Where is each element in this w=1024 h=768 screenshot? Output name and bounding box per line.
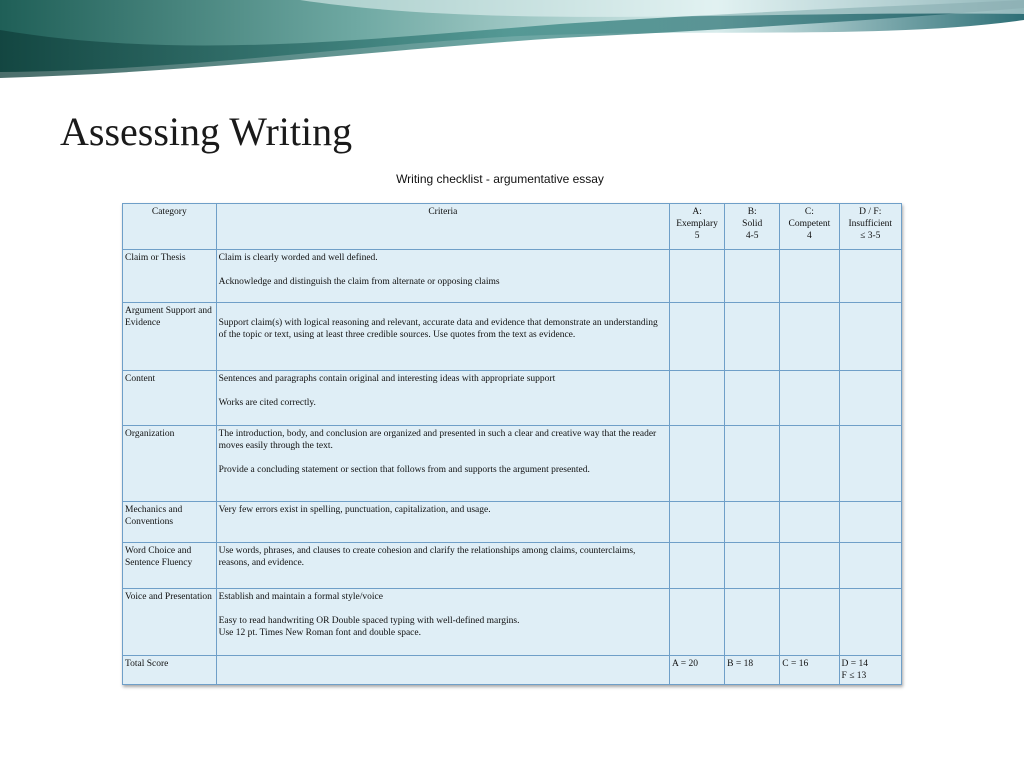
score-cell-c xyxy=(780,250,839,303)
header-b-points: 4-5 xyxy=(745,231,759,241)
total-d-value: D = 14 xyxy=(841,659,869,669)
score-cell-c xyxy=(780,502,839,543)
score-cell-b xyxy=(725,502,780,543)
score-cell-b xyxy=(725,589,780,656)
header-criteria: Criteria xyxy=(216,204,669,250)
criteria-text: Works are cited correctly. xyxy=(218,398,316,408)
decorative-wave-banner xyxy=(0,0,1024,80)
row-criteria xyxy=(216,502,669,543)
header-a-points: 5 xyxy=(694,231,700,241)
total-score-row xyxy=(123,656,902,685)
header-b-label: Solid xyxy=(742,219,763,229)
score-cell-c xyxy=(780,426,839,502)
table-row xyxy=(123,426,902,502)
score-cell-a xyxy=(670,303,725,371)
row-criteria xyxy=(216,543,669,589)
score-cell-a xyxy=(670,250,725,303)
table-row xyxy=(123,502,902,543)
table-caption xyxy=(0,172,1000,186)
row-category: Word Choice and Sentence Fluency xyxy=(123,543,217,589)
header-c-label: Competent xyxy=(788,219,831,229)
header-c-points: 4 xyxy=(807,231,812,241)
criteria-text: Acknowledge and distinguish the claim from alternate or opposing claims xyxy=(218,277,500,287)
rubric-table xyxy=(122,203,902,685)
table-row xyxy=(123,303,902,371)
header-c xyxy=(780,204,839,250)
table-row xyxy=(123,371,902,426)
header-d-points: ≤ 3-5 xyxy=(860,231,881,241)
row-category: Content xyxy=(123,371,217,426)
score-cell-d xyxy=(839,502,901,543)
header-a-grade: A: xyxy=(692,207,702,217)
row-criteria xyxy=(216,371,669,426)
score-cell-b xyxy=(725,426,780,502)
criteria-text: Very few errors exist in spelling, punctuation, capitalization, and usage. xyxy=(218,505,491,515)
score-cell-a xyxy=(670,502,725,543)
table-row xyxy=(123,589,902,656)
header-a-label: Exemplary xyxy=(676,219,718,229)
criteria-text: Easy to read handwriting OR Double spaced typing with well-defined margins. xyxy=(218,616,520,626)
score-cell-a xyxy=(670,371,725,426)
score-cell-b xyxy=(725,250,780,303)
row-criteria xyxy=(216,303,669,371)
score-cell-a xyxy=(670,543,725,589)
row-category: Mechanics and Conventions xyxy=(123,502,217,543)
score-cell-a xyxy=(670,589,725,656)
score-cell-b xyxy=(725,303,780,371)
criteria-text: Use words, phrases, and clauses to create cohesion and clarify the relationships among claims, counterclaims, reasons, and evidence. xyxy=(218,546,636,568)
row-category: Voice and Presentation xyxy=(123,589,217,656)
total-b: B = 18 xyxy=(725,656,780,685)
header-a xyxy=(670,204,725,250)
score-cell-b xyxy=(725,543,780,589)
criteria-text: Sentences and paragraphs contain original and interesting ideas with appropriate support xyxy=(218,374,556,384)
criteria-text: Support claim(s) with logical reasoning and relevant, accurate data and evidence that demonstrate an understanding of the topic or text, using at least three credible sources. Use quotes from the text as evidence. xyxy=(218,318,658,340)
score-cell-d xyxy=(839,426,901,502)
row-category: Argument Support and Evidence xyxy=(123,303,217,371)
table-row xyxy=(123,250,902,303)
header-category: Category xyxy=(123,204,217,250)
total-d xyxy=(839,656,901,685)
page-title: Assessing Writing xyxy=(60,109,353,154)
row-criteria xyxy=(216,426,669,502)
total-criteria-empty xyxy=(216,656,669,685)
criteria-text: The introduction, body, and conclusion are organized and presented in such a clear and creative way that the reader moves easily through the text. xyxy=(218,429,657,451)
row-criteria xyxy=(216,250,669,303)
total-f-value: F ≤ 13 xyxy=(841,671,867,681)
score-cell-d xyxy=(839,589,901,656)
criteria-text: Claim is clearly worded and well defined. xyxy=(218,253,378,263)
total-label: Total Score xyxy=(123,656,217,685)
score-cell-c xyxy=(780,371,839,426)
table-row xyxy=(123,543,902,589)
score-cell-d xyxy=(839,371,901,426)
header-c-grade: C: xyxy=(804,207,814,217)
table-header-row xyxy=(123,204,902,250)
row-category: Organization xyxy=(123,426,217,502)
header-d-grade: D / F: xyxy=(859,207,882,217)
score-cell-d xyxy=(839,543,901,589)
total-c: C = 16 xyxy=(780,656,839,685)
score-cell-d xyxy=(839,303,901,371)
header-b-grade: B: xyxy=(747,207,757,217)
row-criteria xyxy=(216,589,669,656)
score-cell-b xyxy=(725,371,780,426)
criteria-text: Establish and maintain a formal style/voice xyxy=(218,592,383,602)
score-cell-a xyxy=(670,426,725,502)
score-cell-c xyxy=(780,543,839,589)
header-d xyxy=(839,204,901,250)
header-b xyxy=(725,204,780,250)
total-a: A = 20 xyxy=(670,656,725,685)
table-caption-text: Writing checklist - argumentative essay xyxy=(396,172,604,186)
criteria-text: Use 12 pt. Times New Roman font and double space. xyxy=(218,628,421,638)
row-category: Claim or Thesis xyxy=(123,250,217,303)
score-cell-c xyxy=(780,589,839,656)
score-cell-c xyxy=(780,303,839,371)
header-d-label: Insufficient xyxy=(848,219,893,229)
criteria-text: Provide a concluding statement or section that follows from and supports the argument presented. xyxy=(218,465,590,475)
score-cell-d xyxy=(839,250,901,303)
